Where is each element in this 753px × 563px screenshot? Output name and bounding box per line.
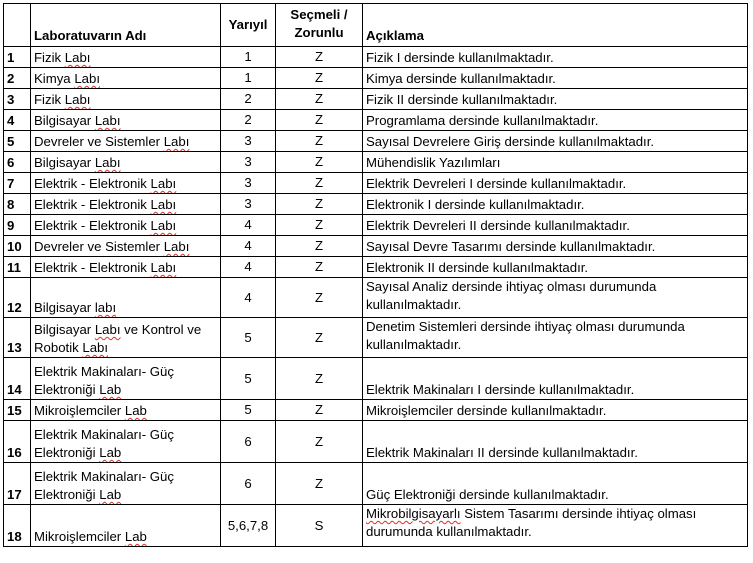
row-number: 4 <box>4 110 31 131</box>
semester: 3 <box>221 131 276 152</box>
header-description: Açıklama <box>363 4 748 47</box>
description: Programlama dersinde kullanılmaktadır. <box>363 110 748 131</box>
lab-name: Elektrik Makinaları- Güç Elektroniği Lab <box>31 358 221 400</box>
description: Elektrik Makinaları II dersinde kullanılmaktadır. <box>363 421 748 463</box>
description: Denetim Sistemleri dersinde ihtiyaç olması durumunda kullanılmaktadır. <box>363 318 748 358</box>
row-number: 17 <box>4 463 31 505</box>
header-type: Seçmeli / Zorunlu <box>276 4 363 47</box>
course-type: Z <box>276 47 363 68</box>
semester: 3 <box>221 152 276 173</box>
table-row <box>4 152 748 173</box>
row-number: 7 <box>4 173 31 194</box>
lab-name: Bilgisayar Labı ve Kontrol ve Robotik Labı <box>31 318 221 358</box>
table-row <box>4 173 748 194</box>
table-row <box>4 400 748 421</box>
course-type: Z <box>276 318 363 358</box>
semester: 2 <box>221 110 276 131</box>
row-number: 11 <box>4 257 31 278</box>
description: Elektronik II dersinde kullanılmaktadır. <box>363 257 748 278</box>
lab-name: Kimya Labı <box>31 68 221 89</box>
lab-name: Mikroişlemciler Lab <box>31 505 221 547</box>
description: Fizik I dersinde kullanılmaktadır. <box>363 47 748 68</box>
semester: 5 <box>221 318 276 358</box>
semester: 4 <box>221 236 276 257</box>
lab-name: Elektrik - Elektronik Labı <box>31 173 221 194</box>
course-type: Z <box>276 236 363 257</box>
laboratory-table <box>3 3 748 547</box>
description: Sayısal Devre Tasarımı dersinde kullanılmaktadır. <box>363 236 748 257</box>
description: Elektrik Devreleri II dersinde kullanılmaktadır. <box>363 215 748 236</box>
lab-name: Bilgisayar labı <box>31 278 221 318</box>
semester: 4 <box>221 215 276 236</box>
course-type: Z <box>276 110 363 131</box>
table-row <box>4 215 748 236</box>
table-row <box>4 358 748 400</box>
semester: 4 <box>221 278 276 318</box>
row-number: 6 <box>4 152 31 173</box>
header-semester: Yarıyıl <box>221 4 276 47</box>
table-row <box>4 505 748 547</box>
course-type: Z <box>276 131 363 152</box>
lab-name: Devreler ve Sistemler Labı <box>31 131 221 152</box>
row-number: 2 <box>4 68 31 89</box>
description: Kimya dersinde kullanılmaktadır. <box>363 68 748 89</box>
row-number: 1 <box>4 47 31 68</box>
course-type: Z <box>276 278 363 318</box>
table-row <box>4 236 748 257</box>
table-row <box>4 278 748 318</box>
table-row <box>4 194 748 215</box>
lab-name: Fizik Labı <box>31 47 221 68</box>
semester: 5 <box>221 400 276 421</box>
row-number: 8 <box>4 194 31 215</box>
row-number: 12 <box>4 278 31 318</box>
semester: 6 <box>221 463 276 505</box>
description: Sayısal Analiz dersinde ihtiyaç olması durumunda kullanılmaktadır. <box>363 278 748 318</box>
course-type: S <box>276 505 363 547</box>
description: Elektrik Makinaları I dersinde kullanılmaktadır. <box>363 358 748 400</box>
header-no <box>4 4 31 47</box>
description: Güç Elektroniği dersinde kullanılmaktadır. <box>363 463 748 505</box>
course-type: Z <box>276 152 363 173</box>
semester: 2 <box>221 89 276 110</box>
course-type: Z <box>276 400 363 421</box>
lab-name: Fizik Labı <box>31 89 221 110</box>
row-number: 10 <box>4 236 31 257</box>
table-row <box>4 131 748 152</box>
lab-name: Devreler ve Sistemler Labı <box>31 236 221 257</box>
row-number: 3 <box>4 89 31 110</box>
lab-name: Bilgisayar Labı <box>31 152 221 173</box>
row-number: 16 <box>4 421 31 463</box>
table-row <box>4 110 748 131</box>
table-row <box>4 463 748 505</box>
row-number: 5 <box>4 131 31 152</box>
table-row <box>4 421 748 463</box>
course-type: Z <box>276 463 363 505</box>
row-number: 15 <box>4 400 31 421</box>
lab-name: Bilgisayar Labı <box>31 110 221 131</box>
lab-name: Elektrik Makinaları- Güç Elektroniği Lab <box>31 421 221 463</box>
description: Elektrik Devreleri I dersinde kullanılmaktadır. <box>363 173 748 194</box>
semester: 3 <box>221 194 276 215</box>
course-type: Z <box>276 215 363 236</box>
semester: 1 <box>221 68 276 89</box>
lab-name: Elektrik - Elektronik Labı <box>31 257 221 278</box>
description: Mikrobilgisayarlı Sistem Tasarımı dersinde ihtiyaç olması durumunda kullanılmaktadır. <box>363 505 748 547</box>
course-type: Z <box>276 68 363 89</box>
table-row <box>4 318 748 358</box>
table-body <box>4 47 748 547</box>
semester: 1 <box>221 47 276 68</box>
row-number: 14 <box>4 358 31 400</box>
header-lab-name: Laboratuvarın Adı <box>31 4 221 47</box>
semester: 5,6,7,8 <box>221 505 276 547</box>
semester: 3 <box>221 173 276 194</box>
course-type: Z <box>276 173 363 194</box>
table-row <box>4 68 748 89</box>
description: Elektronik I dersinde kullanılmaktadır. <box>363 194 748 215</box>
semester: 5 <box>221 358 276 400</box>
table-row <box>4 89 748 110</box>
lab-name: Mikroişlemciler Lab <box>31 400 221 421</box>
row-number: 13 <box>4 318 31 358</box>
description: Sayısal Devrelere Giriş dersinde kullanılmaktadır. <box>363 131 748 152</box>
lab-name: Elektrik - Elektronik Labı <box>31 215 221 236</box>
table-row <box>4 47 748 68</box>
description: Mikroişlemciler dersinde kullanılmaktadır. <box>363 400 748 421</box>
course-type: Z <box>276 257 363 278</box>
course-type: Z <box>276 89 363 110</box>
description: Fizik II dersinde kullanılmaktadır. <box>363 89 748 110</box>
course-type: Z <box>276 421 363 463</box>
semester: 6 <box>221 421 276 463</box>
table-header-row <box>4 4 748 47</box>
description: Mühendislik Yazılımları <box>363 152 748 173</box>
row-number: 9 <box>4 215 31 236</box>
table-row <box>4 257 748 278</box>
lab-name: Elektrik - Elektronik Labı <box>31 194 221 215</box>
row-number: 18 <box>4 505 31 547</box>
course-type: Z <box>276 358 363 400</box>
semester: 4 <box>221 257 276 278</box>
lab-name: Elektrik Makinaları- Güç Elektroniği Lab <box>31 463 221 505</box>
course-type: Z <box>276 194 363 215</box>
